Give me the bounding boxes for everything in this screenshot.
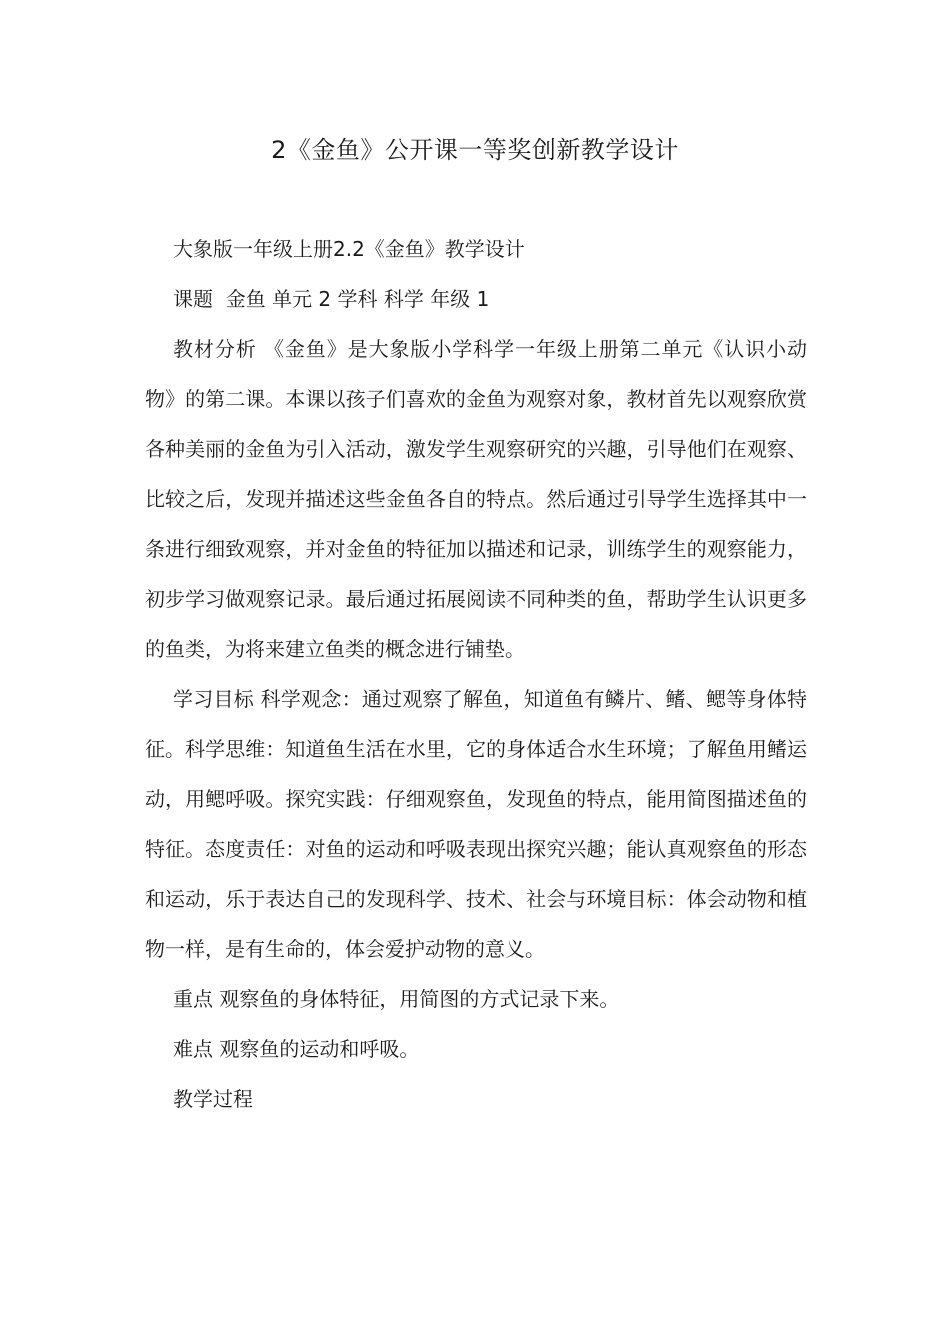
paragraph-difficulty: 难点 观察鱼的运动和呼吸。 [173, 1037, 420, 1061]
paragraph-key-point: 重点 观察鱼的身体特征，用简图的方式记录下来。 [173, 987, 620, 1011]
paragraph-course-info: 课题 金鱼 单元 2 学科 科学 年级 1 [173, 287, 490, 311]
document-body [145, 224, 807, 1124]
paragraph-edition: 大象版一年级上册2.2《金鱼》教学设计 [173, 237, 525, 261]
paragraph-textbook-analysis: 教材分析 《金鱼》是大象版小学科学一年级上册第二单元《认识小动物》的第二课。本课以孩子们喜欢的金鱼为观察对象，教材首先以观察欣赏各种美丽的金鱼为引入活动，激发学生观察研究的兴趣，引导他们在观察、比较之后，发现并描述这些金鱼各自的特点。然后通过引导学生选择其中一条进行细致观察，并对金鱼的特征加以描述和记录，训练学生的观察能力，初步学习做观察记录。最后通过拓展阅读不同种类的鱼，帮助学生认识更多的鱼类，为将来建立鱼类的概念进行铺垫。 [145, 337, 807, 661]
paragraph-teaching-process: 教学过程 [173, 1087, 253, 1111]
paragraph-learning-goals: 学习目标 科学观念：通过观察了解鱼，知道鱼有鳞片、鳍、鳃等身体特征。科学思维：知道鱼生活在水里，它的身体适合水生环境；了解鱼用鳍运动，用鳃呼吸。探究实践：仔细观察鱼，发现鱼的特点，能用简图描述鱼的特征。态度责任：对鱼的运动和呼吸表现出探究兴趣；能认真观察鱼的形态和运动，乐于表达自己的发现科学、技术、社会与环境目标：体会动物和植物一样，是有生命的，体会爱护动物的意义。 [145, 687, 807, 961]
document-title: 2《金鱼》公开课一等奖创新教学设计 [271, 136, 679, 164]
